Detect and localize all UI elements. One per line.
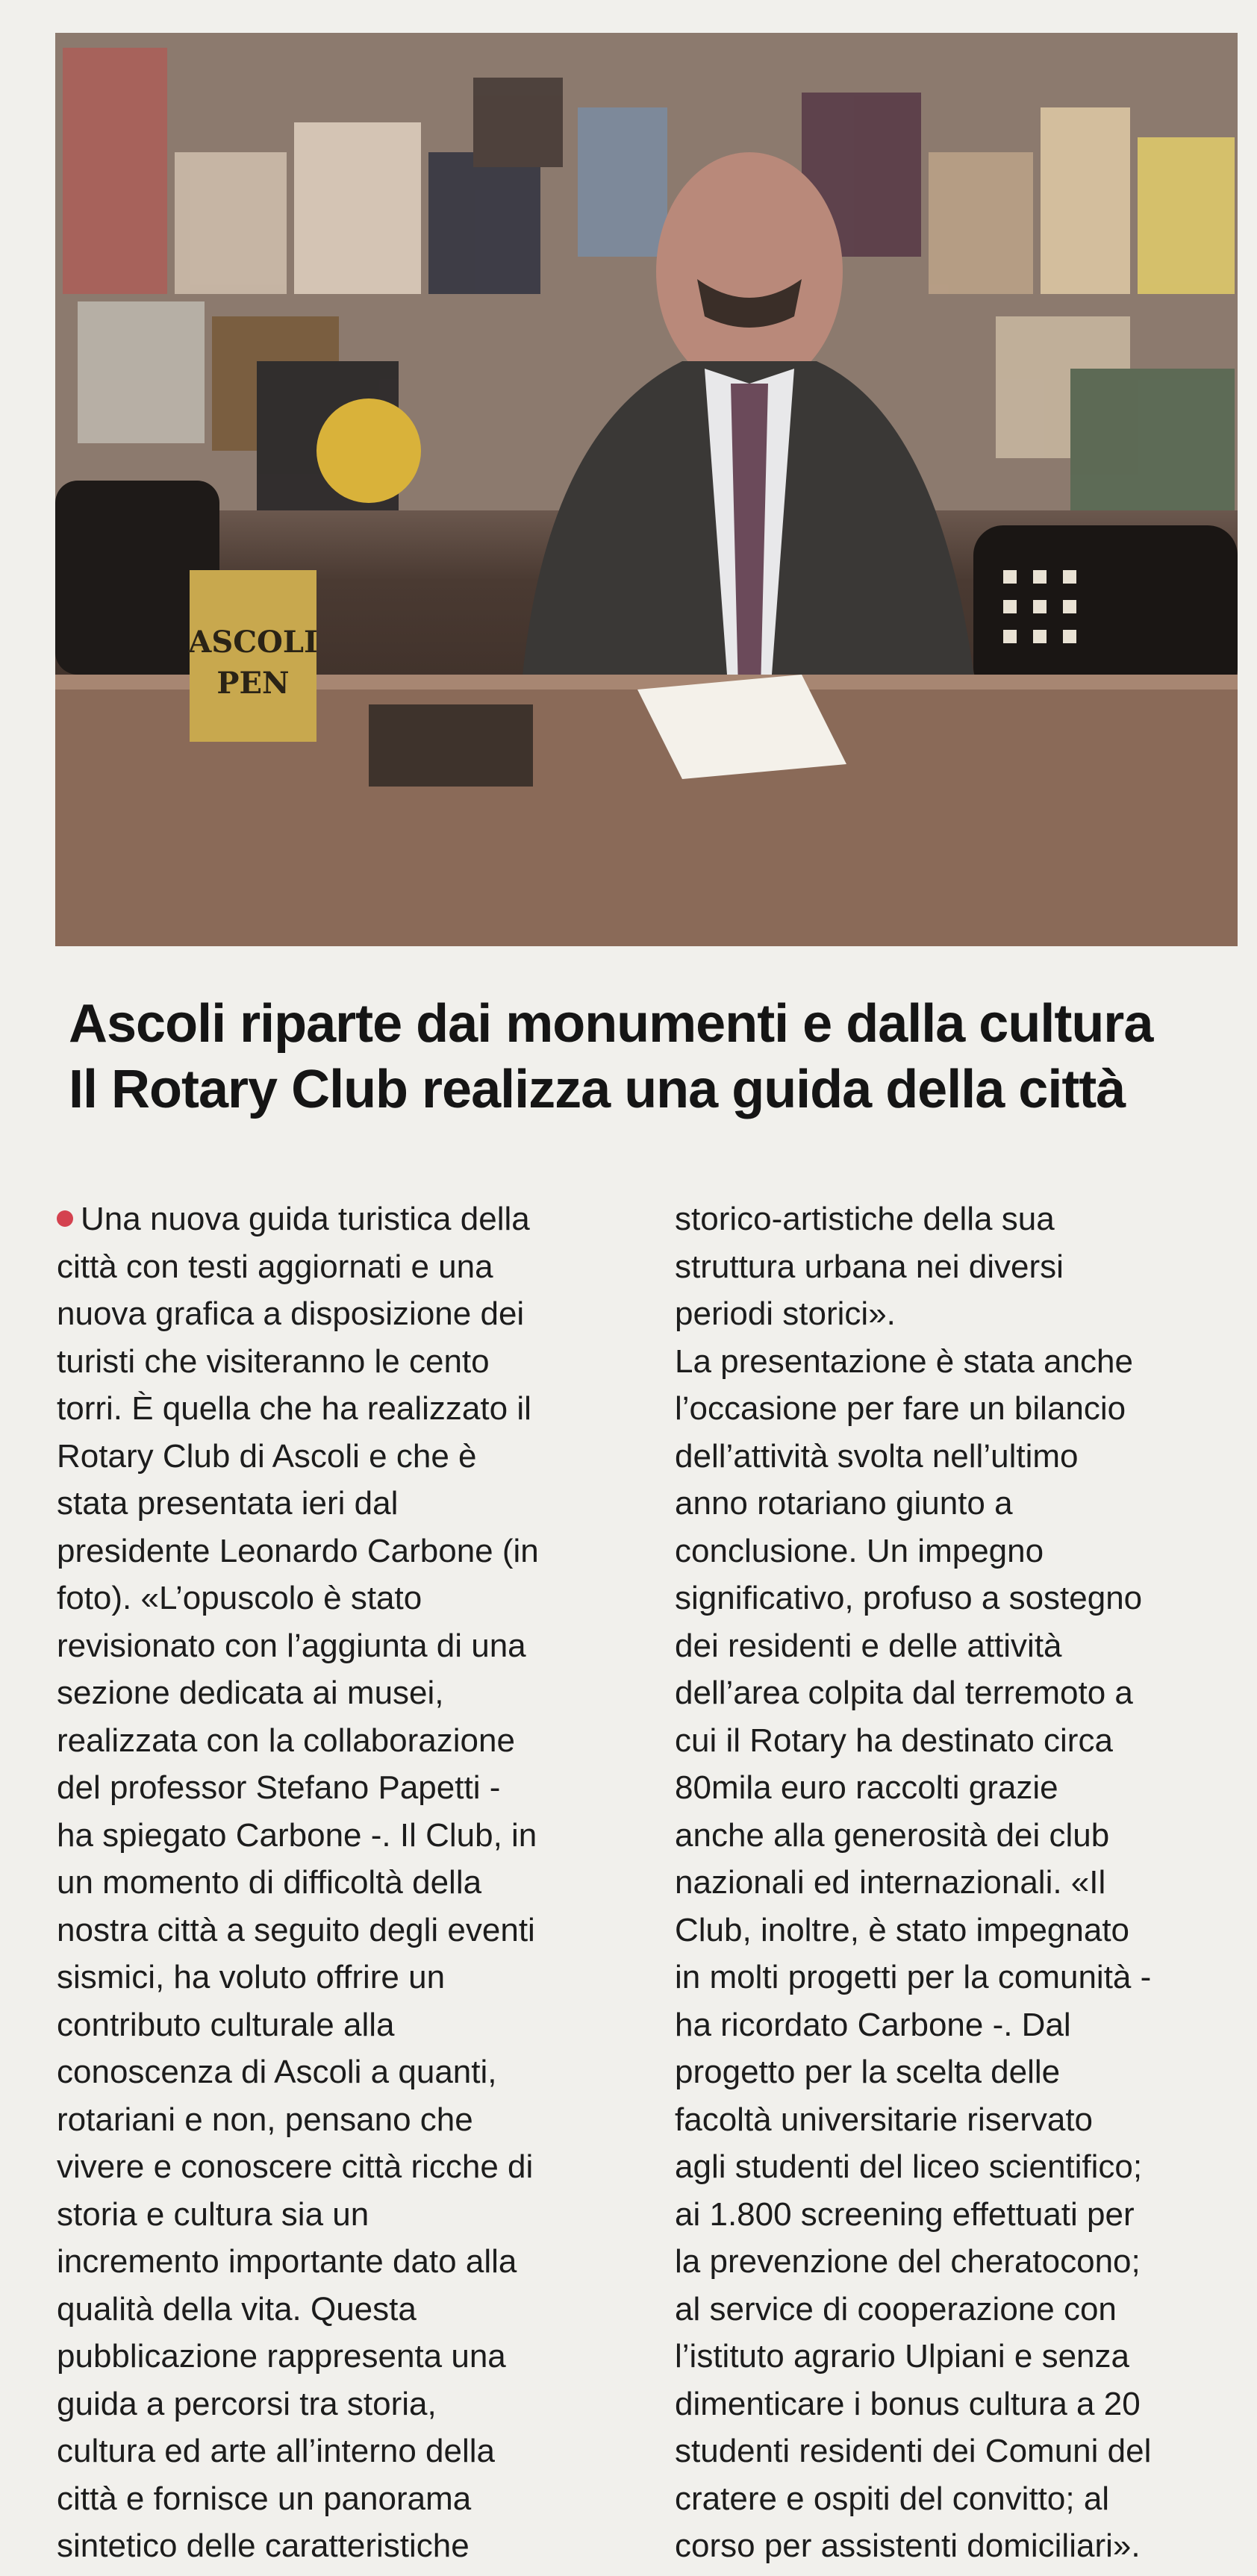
body-line: storia e cultura sia un: [57, 2195, 369, 2233]
body-line: sismici, ha voluto offrire un: [57, 1959, 446, 1995]
body-line: Club, inoltre, è stato impegnato: [675, 1911, 1130, 1948]
body-line: un momento di difficoltà della: [57, 1864, 482, 1901]
body-line: l’occasione per fare un bilancio: [675, 1390, 1126, 1427]
body-line: corso per assistenti domiciliari».: [675, 2527, 1141, 2564]
body-line: qualità della vita. Questa: [57, 2290, 417, 2328]
body-line: periodi storici».: [675, 1295, 896, 1332]
body-line: ha spiegato Carbone -. Il Club, in: [57, 1816, 537, 1854]
body-line: sezione dedicata ai musei,: [57, 1675, 444, 1711]
body-line: ai 1.800 screening effettuati per: [675, 2195, 1135, 2233]
body-line: progetto per la scelta delle: [675, 2054, 1061, 2090]
body-line: nuova grafica a disposizione dei: [57, 1295, 525, 1332]
body-line: struttura urbana nei diversi: [675, 1248, 1064, 1285]
body-line: studenti residenti dei Comuni del: [675, 2433, 1152, 2469]
body-line: vivere e conoscere città ricche di: [57, 2148, 534, 2185]
body-line: 80mila euro raccolti grazie: [675, 1769, 1058, 1806]
body-line: la prevenzione del cheratocono;: [675, 2243, 1141, 2280]
headline-line-1: Ascoli riparte dai monumenti e dalla cultura: [69, 994, 1153, 1054]
body-line: incremento importante dato alla: [57, 2243, 517, 2280]
body-line: l’istituto agrario Ulpiani e senza: [675, 2338, 1129, 2375]
body-line: città con testi aggiornati e una: [57, 1248, 493, 1285]
article-column-left: [57, 1195, 631, 2570]
body-line: conclusione. Un impegno: [675, 1532, 1044, 1569]
body-line: significativo, profuso a sostegno: [675, 1580, 1143, 1616]
body-line: stata presentata ieri dal: [57, 1485, 399, 1522]
article-photo: [55, 33, 1238, 946]
body-line: al service di cooperazione con: [675, 2290, 1117, 2328]
body-line: città e fornisce un panorama: [57, 2480, 472, 2517]
body-line: facoltà universitarie riservato: [675, 2101, 1094, 2138]
body-line: anche alla generosità dei club: [675, 1816, 1110, 1854]
body-line: sintetico delle caratteristiche: [57, 2527, 470, 2564]
body-line: anno rotariano giunto a: [675, 1485, 1013, 1522]
body-line: Rotary Club di Ascoli e che è: [57, 1437, 477, 1475]
body-line: revisionato con l’aggiunta di una: [57, 1627, 526, 1664]
body-line: pubblicazione rappresenta una: [57, 2338, 506, 2375]
body-line: storico-artistiche della sua: [675, 1201, 1055, 1237]
body-line: turisti che visiteranno le cento: [57, 1342, 490, 1380]
article-headline: [69, 991, 1233, 1122]
body-line: [57, 1195, 631, 1243]
body-line: rotariani e non, pensano che: [57, 2101, 473, 2138]
body-line: agli studenti del liceo scientifico;: [675, 2148, 1143, 2185]
body-line: dei residenti e delle attività: [675, 1627, 1062, 1664]
booklet-title: ASCOLI: [188, 625, 318, 660]
photo-illustration: [55, 33, 1238, 946]
body-line-text: Una nuova guida turistica della: [81, 1201, 530, 1237]
body-line: cratere e ospiti del convitto; al: [675, 2480, 1110, 2517]
body-line: cui il Rotary ha destinato circa: [675, 1722, 1113, 1759]
body-line: cultura ed arte all’interno della: [57, 2433, 496, 2469]
body-line: in molti progetti per la comunità -: [675, 1959, 1152, 1995]
booklet-subtitle: PEN: [216, 666, 290, 701]
body-line: nostra città a seguito degli eventi: [57, 1911, 535, 1948]
body-line: dimenticare i bonus cultura a 20: [675, 2385, 1141, 2422]
body-line: dell’attività svolta nell’ultimo: [675, 1437, 1079, 1475]
body-line: realizzata con la collaborazione: [57, 1722, 515, 1759]
body-line: La presentazione è stata anche: [675, 1342, 1134, 1380]
body-line: ha ricordato Carbone -. Dal: [675, 2006, 1071, 2043]
body-line: presidente Leonardo Carbone (in: [57, 1532, 539, 1569]
body-line: dell’area colpita dal terremoto a: [675, 1675, 1133, 1711]
body-line: contributo culturale alla: [57, 2006, 395, 2043]
body-line: foto). «L’opuscolo è stato: [57, 1580, 422, 1616]
body-line: guida a percorsi tra storia,: [57, 2385, 437, 2422]
body-line: torri. È quella che ha realizzato il: [57, 1390, 531, 1427]
body-line: del professor Stefano Papetti -: [57, 1769, 501, 1806]
body-line: nazionali ed internazionali. «Il: [675, 1864, 1106, 1901]
headline-line-2: Il Rotary Club realizza una guida della città: [69, 1060, 1126, 1119]
article-column-right: [675, 1195, 1250, 2570]
body-line: conoscenza di Ascoli a quanti,: [57, 2054, 497, 2090]
article-bullet-icon: [57, 1210, 73, 1227]
